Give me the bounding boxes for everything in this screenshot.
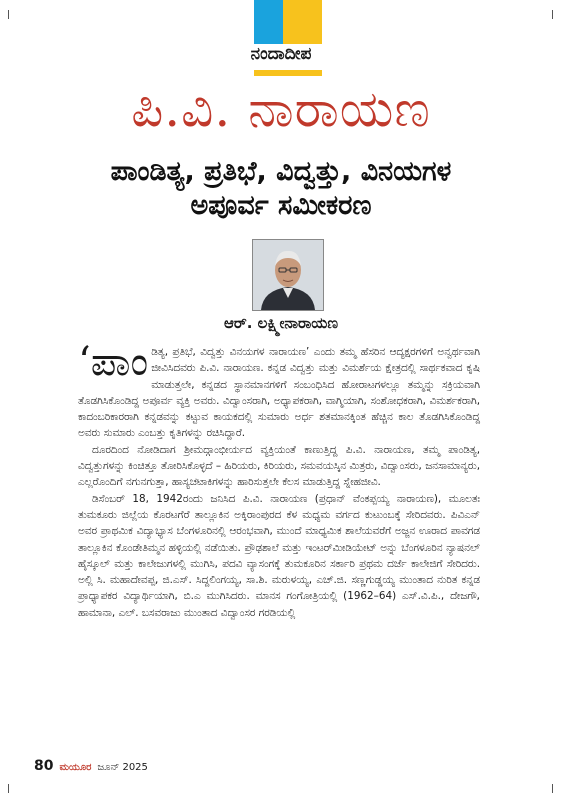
- drop-cap: ‘ಪಾಂ: [78, 339, 149, 385]
- paragraph-text: ಡಿತ್ಯ, ಪ್ರತಿಭೆ, ವಿದ್ವತ್ತು ವಿನಯಗಳ ನಾರಾಯಣ’ ಎಂದು ತಮ್ಮ ಹೆಸರಿನ ಆದ್ಯಕ್ಷರಗಳಿಗೆ ಅನ್ವರ್ಥವಾಗಿ ಜೀವಿಸಿದವರು ಪಿ.ವಿ. ನಾರಾಯಣ. ಕನ್ನಡ ವಿದ್ವತ್ತು ಮತ್ತು ವಿಮರ್ಶೆಯ ಕ್ಷೇತ್ರದಲ್ಲಿ ಸಾರ್ಥಕವಾದ ಕೃಷಿ ಮಾಡುತ್ತಲೇ, ಕನ್ನಡದ ಸ್ಥಾನಮಾನಗಳಿಗೆ ಸಂಬಂಧಿಸಿದ ಹೋರಾಟಗಳಲ್ಲೂ ತಮ್ಮನ್ನು ಸಕ್ರಿಯವಾಗಿ ತೊಡಗಿಸಿಕೊಂಡಿದ್ದ ಅಪೂರ್ವ ವ್ಯಕ್ತಿ ಅವರು. ವಿದ್ವಾಂಸರಾಗಿ, ಅಧ್ಯಾಪಕರಾಗಿ, ವಾಗ್ಮಿಯಾಗಿ, ಸಂಶೋಧಕರಾಗಿ, ವಿಮರ್ಶಕರಾಗಿ, ಕಾದಂಬರಿಕಾರರಾಗಿ ಕನ್ನಡವನ್ನು ಕಟ್ಟುವ ಕಾಯಕದಲ್ಲಿ ಸುಮಾರು ಅರ್ಧ ಶತಮಾನಕ್ಕಿಂತ ಹೆಚ್ಚಿನ ಕಾಲ ತೊಡಗಿಸಿಕೊಂಡಿದ್ದ ಅವರು ಸುಮಾರು ಎಂಬತ್ತು ಕೃತಿಗಳನ್ನು ರಚಿಸಿದ್ದಾರೆ.: [78, 346, 480, 440]
- article-paragraph: ದೂರದಿಂದ ನೋಡಿದಾಗ ಶ್ರೀಮದ್ಗಾಂಭೀರ್ಯದ ವ್ಯಕ್ತಿಯಂತೆ ಕಾಣುತ್ತಿದ್ದ ಪಿ.ವಿ. ನಾರಾಯಣ, ತಮ್ಮ ಪಾಂಡಿತ್ಯ, ವಿದ್ವತ್ತುಗಳನ್ನು ಕಿಂಚಿತ್ತೂ ತೋರಿಸಿಕೊಳ್ಳದೆ – ಹಿರಿಯರು, ಕಿರಿಯರು, ಸಮವಯಸ್ಕಿನ ಮಿತ್ರರು, ವಿದ್ವಾಂಸರು, ಜನಸಾಮಾನ್ಯರು, ಎಲ್ಲರೊಂದಿಗೆ ನಗುನಗುತ್ತಾ, ಹಾಸ್ಯಚಟಾಕಿಗಳನ್ನು ಹಾರಿಸುತ್ತಲೇ ಕೆಲಸ ಮಾಡುತ್ತಿದ್ದ ಸ್ನೇಹಜೀವಿ.: [78, 443, 480, 489]
- page-number: 80: [34, 758, 54, 774]
- article-body: [78, 339, 480, 621]
- crop-mark: [8, 10, 9, 19]
- logo-blue-block: [254, 0, 283, 44]
- article-subtitle-line1: ಪಾಂಡಿತ್ಯ, ಪ್ರತಿಭೆ, ವಿದ್ವತ್ತು, ವಿನಯಗಳ: [110, 156, 452, 187]
- issue-date: ಜೂನ್ 2025: [97, 762, 148, 773]
- crop-mark: [8, 784, 9, 793]
- author-name: ಆರ್. ಲಕ್ಷ್ಮೀನಾರಾಯಣ: [224, 314, 338, 332]
- section-underline: [254, 70, 322, 76]
- article-title: ಪಿ.ವಿ. ನಾರಾಯಣ: [131, 80, 431, 138]
- logo-yellow-block: [283, 0, 322, 44]
- magazine-logo: ಮಯೂರ: [59, 762, 92, 773]
- section-name: ನಂದಾದೀಪ: [250, 44, 312, 64]
- page-footer: [34, 758, 148, 774]
- article-paragraph: [78, 339, 480, 442]
- article-paragraph: ಡಿಸೆಂಬರ್ 18, 1942ರಂದು ಜನಿಸಿದ ಪಿ.ವಿ. ನಾರಾಯಣ (ಪ್ರಧಾನ್ ವೆಂಕಪ್ಪಯ್ಯ ನಾರಾಯಣ), ಮೂಲತಃ ತುಮಕೂರು ಜಿಲ್ಲೆಯ ಕೊರಟಗೆರೆ ತಾಲ್ಲೂಕಿನ ಅಕ್ಕಿರಾಂಪುರದ ಕೆಳ ಮಧ್ಯಮ ವರ್ಗದ ಕುಟುಂಬಕ್ಕೆ ಸೇರಿದವರು. ಪಿವಿಎನ್ ಅವರ ಪ್ರಾಥಮಿಕ ವಿದ್ಯಾಭ್ಯಾಸ ಬೆಂಗಳೂರಿನಲ್ಲಿ ಆರಂಭವಾಗಿ, ಮುಂದೆ ಮಾಧ್ಯಮಿಕ ಶಾಲೆಯವರೆಗೆ ಅಜ್ಜನ ಊರಾದ ಪಾವಗಡ ತಾಲ್ಲೂಕಿನ ಕೊಂಡೇತಿಮ್ಮನ ಹಳ್ಳಿಯಲ್ಲಿ ನಡೆಯಿತು. ಪ್ರೌಢಶಾಲೆ ಮತ್ತು ಇಂಟರ್‌ಮೀಡಿಯೇಟ್ ಅನ್ನು ಬೆಂಗಳೂರಿನ ನ್ಯಾಷನಲ್ ಹೈಸ್ಕೂಲ್ ಮತ್ತು ಕಾಲೇಜುಗಳಲ್ಲಿ ಮುಗಿಸಿ, ಪದವಿ ವ್ಯಾಸಂಗಕ್ಕೆ ತುಮಕೂರಿನ ಸರ್ಕಾರಿ ಪ್ರಥಮ ದರ್ಜೆ ಕಾಲೇಜಿಗೆ ಸೇರಿದರು. ಅಲ್ಲಿ ಸಿ. ಮಹಾದೇವಪ್ಪ, ಜಿ.ಎಸ್. ಸಿದ್ದಲಿಂಗಯ್ಯ, ಸಾ.ಶಿ. ಮರುಳಯ್ಯ, ಎಚ್.ಜಿ. ಸಣ್ಣಗುಡ್ಡಯ್ಯ ಮುಂತಾದ ನುರಿತ ಕನ್ನಡ ಪ್ರಾಧ್ಯಾಪಕರ ವಿದ್ಯಾರ್ಥಿಯಾಗಿ, ಬಿ.ಎ ಮುಗಿಸಿದರು. ಮಾನಸ ಗಂಗೋತ್ರಿಯಲ್ಲಿ (1962–64) ಎಸ್.ವಿ.ಪಿ., ದೇಜಗೌ, ಹಾಮಾನಾ, ಎಲ್. ಬಸವರಾಜು ಮುಂತಾದ ವಿದ್ವಾಂಸರ ಗರಡಿಯಲ್ಲಿ: [78, 492, 480, 619]
- author-photo: [252, 239, 324, 311]
- crop-mark: [552, 784, 553, 793]
- crop-mark: [552, 10, 553, 19]
- section-logo: [254, 0, 322, 44]
- article-subtitle-line2: ಅಪೂರ್ವ ಸಮೀಕರಣ: [190, 190, 372, 221]
